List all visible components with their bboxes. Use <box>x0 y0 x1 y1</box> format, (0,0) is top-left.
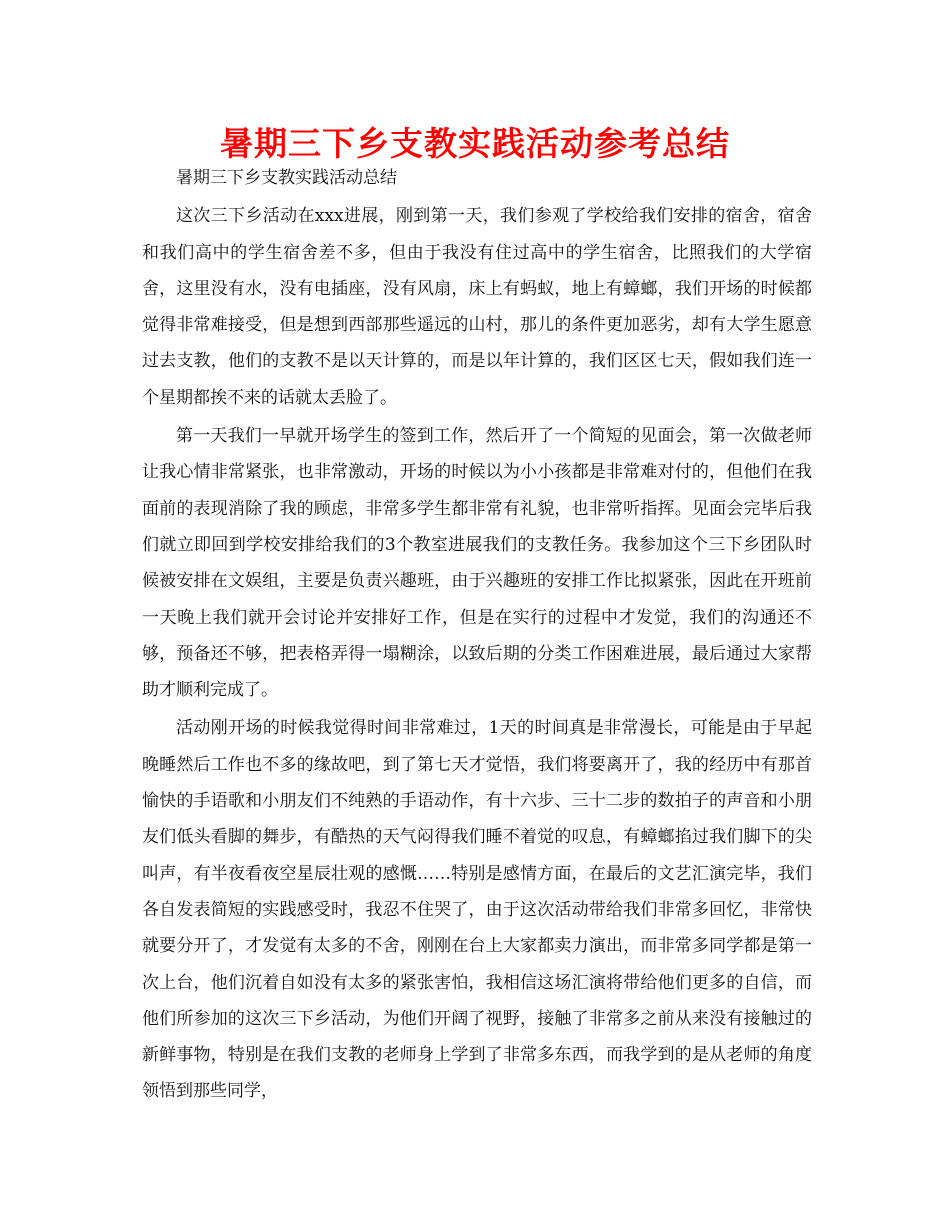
paragraph-2: 第一天我们一早就开场学生的签到工作，然后开了一个简短的见面会，第一次做老师让我心情非常紧张，也非常激动，开场的时候以为小小孩都是非常难对付的，但他们在我面前的表现消除了我的顾虑，非常多学生都非常有礼貌，也非常听指挥。见面会完毕后我们就立即回到学校安排给我们的3个教室进展我们的支教任务。我参加这个三下乡团队时候被安排在文娱组，主要是负责兴趣班，由于兴趣班的安排工作比拟紧张，因此在开班前一天晚上我们就开会讨论并安排好工作，但是在实行的过程中才发觉，我们的沟通还不够，预备还不够，把表格弄得一塌糊涂，以致后期的分类工作困难进展，最后通过大家帮助才顺利完成了。 <box>142 426 812 701</box>
paragraph-1: 这次三下乡活动在xxx进展，刚到第一天，我们参观了学校给我们安排的宿舍，宿舍和我们高中的学生宿舍差不多，但由于我没有住过高中的学生宿舍，比照我们的大学宿舍，这里没有水，没有电插座，没有风扇，床上有蚂蚁，地上有蟑螂，我们开场的时候都觉得非常难接受，但是想到西部那些遥远的山村，那儿的条件更加恶劣，却有大学生愿意过去支教，他们的支教不是以天计算的，而是以年计算的，我们区区七天，假如我们连一个星期都挨不来的话就太丢脸了。 <box>142 206 812 408</box>
document-body <box>142 160 812 1112</box>
document-title: 暑期三下乡支教实践活动参考总结 <box>220 124 730 163</box>
paragraph-3: 活动刚开场的时候我觉得时间非常难过，1天的时间真是非常漫长，可能是由于早起晚睡然后工作也不多的缘故吧，到了第七天才觉悟，我们将要离开了，我的经历中有那首愉快的手语歌和小朋友们不纯熟的手语动作，有十六步、三十二步的数拍子的声音和小朋友们低头看脚的舞步，有酷热的天气闷得我们睡不着觉的叹息，有蟑螂掐过我们脚下的尖叫声，有半夜看夜空星辰壮观的感慨……特别是感情方面，在最后的文艺汇演完毕，我们各自发表简短的实践感受时，我忍不住哭了，由于这次活动带给我们非常多回忆，非常快就要分开了，才发觉有太多的不舍，刚刚在台上大家都卖力演出，而非常多同学都是第一次上台，他们沉着自如没有太多的紧张害怕，我相信这场汇演将带给他们更多的自信，而他们所参加的这次三下乡活动，为他们开阔了视野，接触了非常多之前从来没有接触过的新鲜事物，特别是在我们支教的老师身上学到了非常多东西，而我学到的是从老师的角度领悟到那些同学， <box>142 718 812 1102</box>
document-subtitle: 暑期三下乡支教实践活动总结 <box>176 168 397 188</box>
